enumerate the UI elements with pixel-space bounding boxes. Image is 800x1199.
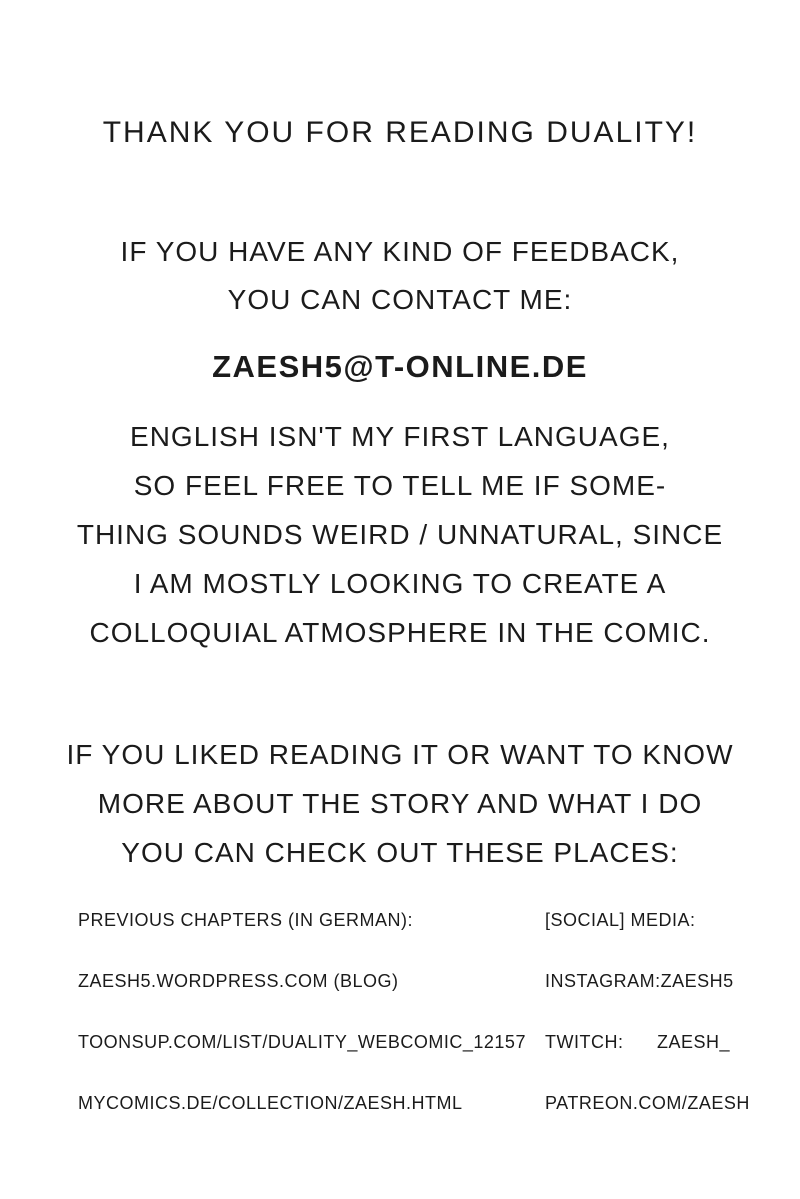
twitch-row xyxy=(545,1029,750,1090)
twitch-label: TWITCH: xyxy=(545,1032,624,1052)
instagram-label: INSTAGRAM: xyxy=(545,971,661,991)
contact-intro xyxy=(0,228,800,324)
text-line: SO FEEL FREE TO TELL ME IF SOME- xyxy=(133,470,667,501)
places-intro xyxy=(0,730,800,877)
contact-email: ZAESH5@T-ONLINE.DE xyxy=(212,349,588,384)
text-line: IF YOU LIKED READING IT OR WANT TO KNOW xyxy=(66,739,734,770)
previous-chapters-heading: PREVIOUS CHAPTERS (IN GERMAN): xyxy=(78,910,414,930)
text-line: COLLOQUIAL ATMOSPHERE IN THE COMIC. xyxy=(89,617,711,648)
text-line: I AM MOSTLY LOOKING TO CREATE A xyxy=(133,568,667,599)
twitch-handle: ZAESH_ xyxy=(657,1032,731,1052)
text-line: YOU CAN CHECK OUT THESE PLACES: xyxy=(121,837,679,868)
text-line: ENGLISH ISN'T MY FIRST LANGUAGE, xyxy=(130,421,670,452)
link-toonsup: TOONSUP.COM/LIST/DUALITY_WEBCOMIC_12157 xyxy=(78,1032,526,1052)
social-media-heading: [SOCIAL] MEDIA: xyxy=(545,910,696,930)
link-mycomics: MYCOMICS.DE/COLLECTION/ZAESH.HTML xyxy=(78,1093,463,1113)
instagram-row xyxy=(545,968,750,1029)
instagram-handle: ZAESH5 xyxy=(660,971,734,991)
previous-chapters-column xyxy=(78,907,526,1151)
text-line: MORE ABOUT THE STORY AND WHAT I DO xyxy=(97,788,703,819)
text-line: YOU CAN CONTACT ME: xyxy=(227,284,573,315)
text-line: THING SOUNDS WEIRD / UNNATURAL, SINCE xyxy=(76,519,724,550)
link-wordpress-blog: ZAESH5.WORDPRESS.COM (BLOG) xyxy=(78,971,399,991)
language-note xyxy=(0,412,800,657)
link-patreon: PATREON.COM/ZAESH xyxy=(545,1093,750,1113)
social-media-column xyxy=(545,907,750,1151)
page-title: THANK YOU FOR READING DUALITY! xyxy=(102,116,698,149)
text-line: IF YOU HAVE ANY KIND OF FEEDBACK, xyxy=(120,236,680,267)
